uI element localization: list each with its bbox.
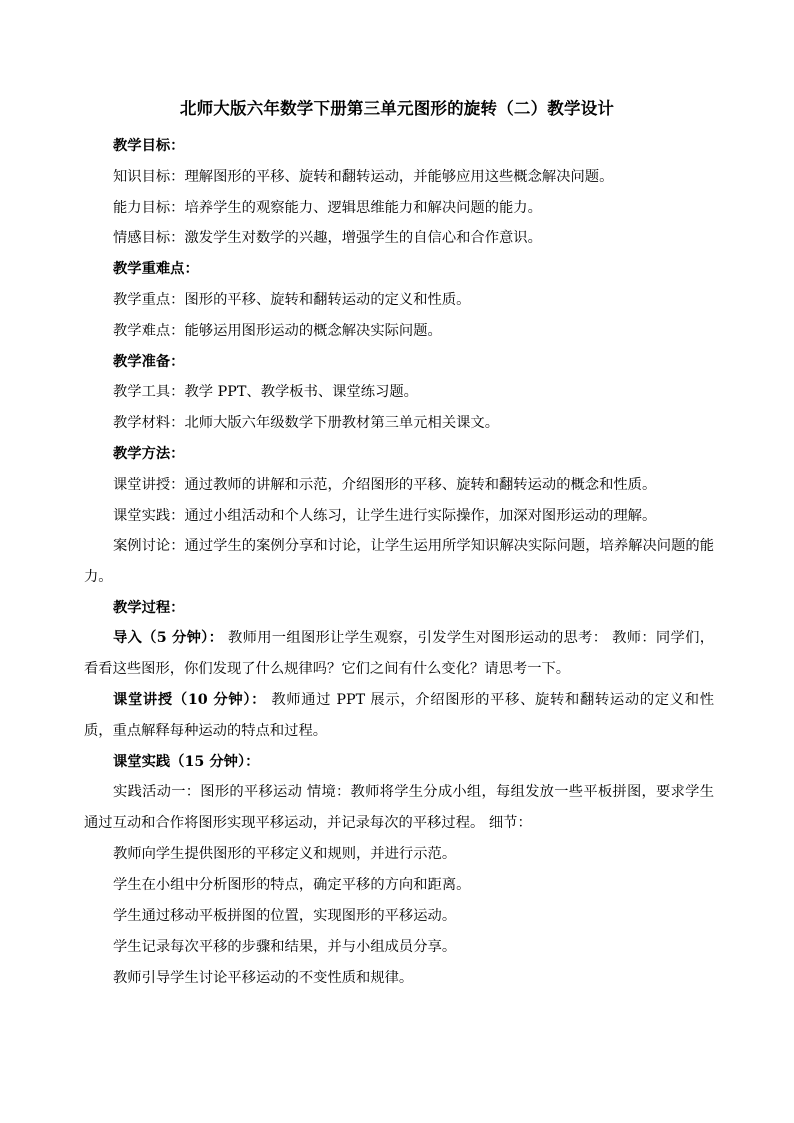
teaching-materials: 教学材料：北师大版六年级数学下册教材第三单元相关课文。 <box>113 415 500 432</box>
teaching-difficulty: 教学难点：能够运用图形运动的概念解决实际问题。 <box>113 322 442 339</box>
process-intro <box>84 623 714 685</box>
methods-heading: 教学方法： <box>113 445 185 462</box>
practice-step-1: 教师向学生提供图形的平移定义和规则，并进行示范。 <box>113 846 457 863</box>
practice-step-5: 教师引导学生讨论平移运动的不变性质和规律。 <box>113 969 414 986</box>
process-heading: 教学过程： <box>113 599 185 616</box>
teaching-tools: 教学工具：教学 PPT、教学板书、课堂练习题。 <box>113 384 418 401</box>
process-lecture <box>84 685 714 747</box>
document-title: 北师大版六年数学下册第三单元图形的旋转（二）教学设计 <box>179 99 615 118</box>
knowledge-objective: 知识目标：理解图形的平移、旋转和翻转运动，并能够应用这些概念解决问题。 <box>113 168 614 185</box>
ability-objective: 能力目标：培养学生的观察能力、逻辑思维能力和解决问题的能力。 <box>113 199 542 216</box>
lecture-text: 教师通过 PPT 展示，介绍图形的平移、旋转和翻转运动的定义和性质，重点解释每种运动的特点和过程。 <box>84 691 714 739</box>
method-practice: 课堂实践：通过小组活动和个人练习，让学生进行实际操作，加深对图形运动的理解。 <box>113 507 657 524</box>
method-lecture: 课堂讲授：通过教师的讲解和示范，介绍图形的平移、旋转和翻转运动的概念和性质。 <box>113 476 657 493</box>
intro-text: 教师用一组图形让学生观察，引发学生对图形运动的思考： 教师：同学们，看看这些图形，你们发现了什么规律吗？它们之间有什么变化？请思考一下。 <box>84 630 714 678</box>
practice-step-2: 学生在小组中分析图形的特点，确定平移的方向和距离。 <box>113 877 471 894</box>
preparation-heading: 教学准备： <box>113 353 185 370</box>
practice-step-3: 学生通过移动平板拼图的位置，实现图形的平移运动。 <box>113 907 457 924</box>
method-case: 案例讨论：通过学生的案例分享和讨论，让学生运用所学知识解决实际问题，培养解决问题的能力。 <box>84 537 714 585</box>
document-body <box>84 136 714 998</box>
objectives-heading: 教学目标： <box>113 138 185 154</box>
practice-label: 课堂实践（15 分钟）： <box>113 753 260 770</box>
key-points-heading: 教学重难点： <box>113 261 199 278</box>
practice-activity-one: 实践活动一：图形的平移运动 情境：教师将学生分成小组，每组发放一些平板拼图，要求学生通过互动和合作将图形实现平移运动，并记录每次的平移过程。 细节： <box>84 784 714 832</box>
intro-label: 导入（5 分钟）： <box>113 630 224 647</box>
teaching-key-point: 教学重点：图形的平移、旋转和翻转运动的定义和性质。 <box>113 291 471 308</box>
practice-step-4: 学生记录每次平移的步骤和结果，并与小组成员分享。 <box>113 938 457 955</box>
emotion-objective: 情感目标：激发学生对数学的兴趣，增强学生的自信心和合作意识。 <box>113 230 542 247</box>
lecture-label: 课堂讲授（10 分钟）： <box>113 691 267 708</box>
